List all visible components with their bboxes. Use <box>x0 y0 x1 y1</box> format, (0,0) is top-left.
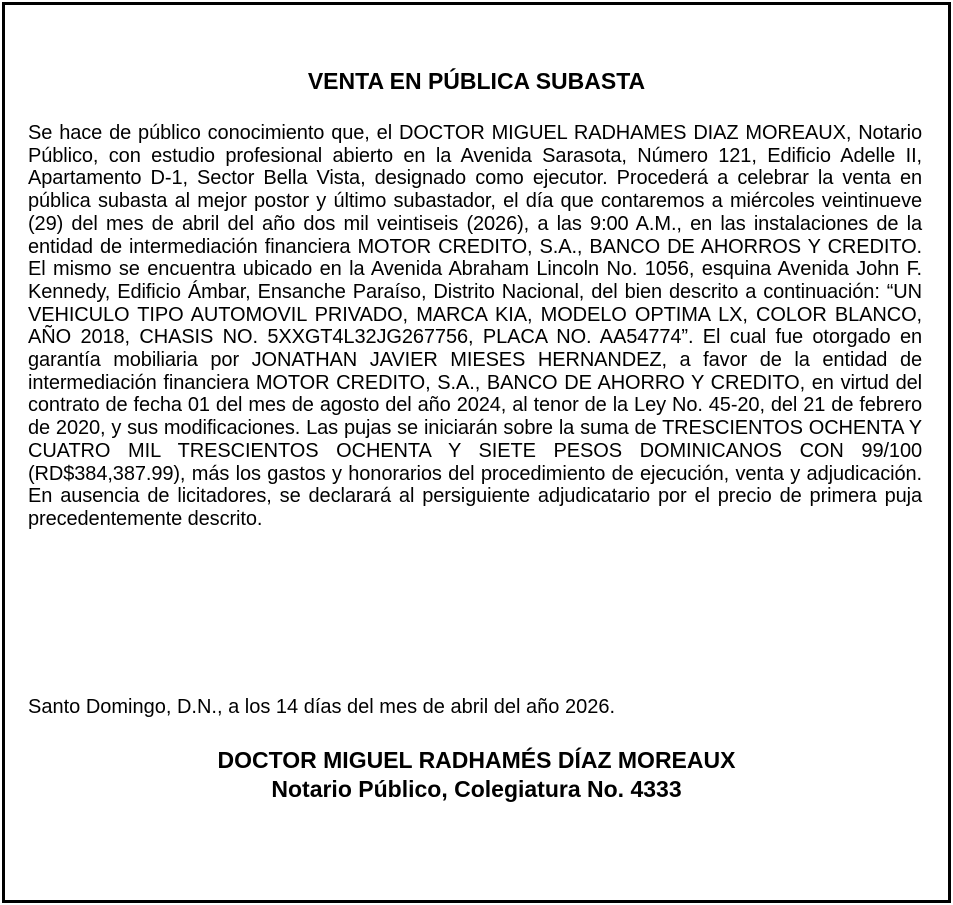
notice-place-date: Santo Domingo, D.N., a los 14 días del mes de abril del año 2026. <box>28 696 616 718</box>
notice-body: Se hace de público conocimiento que, el DOCTOR MIGUEL RADHAMES DIAZ MOREAUX, Notario Público, con estudio profesional abierto en la Avenida Sarasota, Número 121, Edificio Adelle II, Apartamento D-1, Sector Bella Vista, designado como ejecutor. Procederá a celebrar la venta en pública subasta al mejor postor y último subastador, el día que contaremos a miércoles veintinueve (29) del mes de abril del año dos mil veintiseis (2026), a las 9:00 A.M., en las instalaciones de la entidad de intermediación financiera MOTOR CREDITO, S.A., BANCO DE AHORROS Y CREDITO. El mismo se encuentra ubicado en la Avenida Abraham Lincoln No. 1056, esquina Avenida John F. Kennedy, Edificio Ámbar, Ensanche Paraíso, Distrito Nacional, del bien descrito a continuación: “UN VEHICULO TIPO AUTOMOVIL PRIVADO, MARCA KIA, MODELO OPTIMA LX, COLOR BLANCO, AÑO 2018, CHASIS NO. 5XXGT4L32JG267756, PLACA NO. AA54774”. El cual fue otorgado en garantía mobiliaria por JONATHAN JAVIER MIESES HERNANDEZ, a favor de la entidad de intermediación financiera MOTOR CREDITO, S.A., BANCO DE AHORRO Y CREDITO, en virtud del contrato de fecha 01 del mes de agosto del año 2024, al tenor de la Ley No. 45-20, del 21 de febrero de 2020, y sus modificaciones. Las pujas se iniciarán sobre la suma de TRESCIENTOS OCHENTA Y CUATRO MIL TRESCIENTOS OCHENTA Y SIETE PESOS DOMINICANOS CON 99/100 (RD$384,387.99), más los gastos y honorarios del procedimiento de ejecución, venta y adjudicación. En ausencia de licitadores, se declarará al persiguiente adjudicatario por el precio de primera puja precedentemente descrito. <box>28 122 922 530</box>
public-notice <box>2 2 951 903</box>
signature-block <box>5 746 948 804</box>
notice-title: VENTA EN PÚBLICA SUBASTA <box>307 68 646 94</box>
signatory-name: DOCTOR MIGUEL RADHAMÉS DÍAZ MOREAUX <box>217 747 736 773</box>
signatory-role: Notario Público, Colegiatura No. 4333 <box>271 776 682 802</box>
